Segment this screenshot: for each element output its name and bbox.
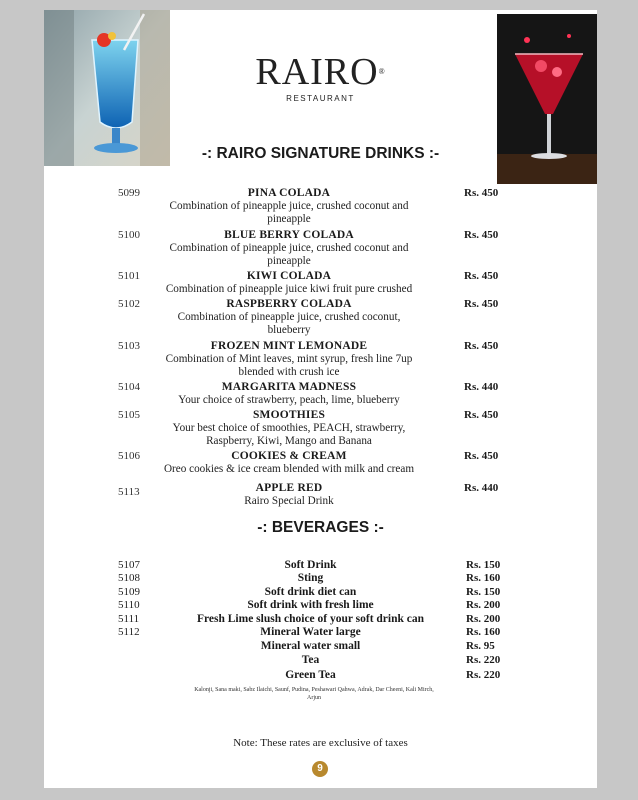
beverage-name: Fresh Lime slush choice of your soft drink can <box>196 613 425 625</box>
item-code: 5099 <box>118 187 140 199</box>
beverage-name: Mineral water small <box>260 640 361 652</box>
registered-mark: ® <box>378 67 386 76</box>
item-price: Rs. 450 <box>464 409 499 421</box>
beverage-name: Soft drink diet can <box>264 586 357 598</box>
item-price: Rs. 450 <box>464 270 499 282</box>
beverage-price: Rs. 150 <box>466 586 501 598</box>
item-price: Rs. 440 <box>464 381 499 393</box>
tea-varieties-note: Kalonji, Sana maki, Sabz Ilaichi, Saunf, Pudina, Peshawari Qahwa, Adrak, Dar Cheeni, Kali Mirch, Arjun <box>194 687 434 701</box>
beverage-name: Green Tea <box>285 669 336 681</box>
item-name: MARGARITA MADNESS <box>221 381 357 393</box>
beverage-price: Rs. 200 <box>466 613 501 625</box>
beverage-price: Rs. 160 <box>466 626 501 638</box>
item-price: Rs. 450 <box>464 298 499 310</box>
menu-page <box>44 10 597 788</box>
item-price: Rs. 450 <box>464 229 499 241</box>
item-code: 5111 <box>118 613 140 625</box>
beverage-price: Rs. 160 <box>466 572 501 584</box>
beverages-title: -: BEVERAGES :- <box>257 519 384 536</box>
item-code: 5100 <box>118 229 140 241</box>
item-code: 5104 <box>118 381 140 393</box>
item-description: Combination of pineapple juice, crushed coconut and pineapple <box>169 200 409 225</box>
item-name: RASPBERRY COLADA <box>226 298 352 310</box>
item-description: Combination of Mint leaves, mint syrup, fresh line 7up blended with crush ice <box>165 353 413 378</box>
item-code: 5102 <box>118 298 140 310</box>
item-code: 5109 <box>118 586 140 598</box>
item-code: 5110 <box>118 599 140 611</box>
beverage-price: Rs. 150 <box>466 559 501 571</box>
beverage-price: Rs. 220 <box>466 654 501 666</box>
item-code: 5105 <box>118 409 140 421</box>
item-name: FROZEN MINT LEMONADE <box>210 340 368 352</box>
item-code: 5113 <box>118 486 140 498</box>
beverage-name: Soft Drink <box>284 559 337 571</box>
item-name: PINA COLADA <box>247 187 331 199</box>
item-description: Combination of pineapple juice, crushed coconut, blueberry <box>177 311 401 336</box>
item-name: KIWI COLADA <box>246 270 332 282</box>
item-name: COOKIES & CREAM <box>231 450 347 462</box>
item-description: Rairo Special Drink <box>244 495 334 507</box>
item-description: Your choice of strawberry, peach, lime, blueberry <box>178 394 400 406</box>
item-description: Combination of pineapple juice, crushed coconut and pineapple <box>169 242 409 267</box>
item-code: 5106 <box>118 450 140 462</box>
brand-name: RAIRO <box>255 51 379 93</box>
signature-drinks-title: -: RAIRO SIGNATURE DRINKS :- <box>201 145 440 162</box>
beverage-name: Tea <box>301 654 320 666</box>
item-name: SMOOTHIES <box>252 409 326 421</box>
item-price: Rs. 450 <box>464 187 499 199</box>
item-price: Rs. 450 <box>464 450 499 462</box>
item-description: Combination of pineapple juice kiwi fruit pure crushed <box>165 283 413 295</box>
beverage-name: Soft drink with fresh lime <box>247 599 374 611</box>
item-name: BLUE BERRY COLADA <box>224 229 354 241</box>
item-name: APPLE RED <box>255 482 323 494</box>
item-description: Oreo cookies & ice cream blended with milk and cream <box>163 463 415 475</box>
item-price: Rs. 440 <box>464 482 499 494</box>
item-code: 5103 <box>118 340 140 352</box>
item-price: Rs. 450 <box>464 340 499 352</box>
beverage-name: Mineral Water large <box>260 626 361 638</box>
item-code: 5101 <box>118 270 140 282</box>
item-code: 5112 <box>118 626 140 638</box>
item-code: 5108 <box>118 572 140 584</box>
tax-note: Note: These rates are exclusive of taxes <box>233 737 408 749</box>
item-description: Your best choice of smoothies, PEACH, strawberry, Raspberry, Kiwi, Mango and Banana <box>172 422 406 447</box>
page-number-badge: 9 <box>312 761 328 777</box>
beverage-price: Rs. 95 <box>466 640 495 652</box>
brand-subtitle: RESTAURANT <box>286 94 355 103</box>
item-code: 5107 <box>118 559 140 571</box>
beverage-price: Rs. 200 <box>466 599 501 611</box>
beverage-name: Sting <box>297 572 324 584</box>
brand-logo <box>44 52 597 103</box>
beverage-price: Rs. 220 <box>466 669 501 681</box>
